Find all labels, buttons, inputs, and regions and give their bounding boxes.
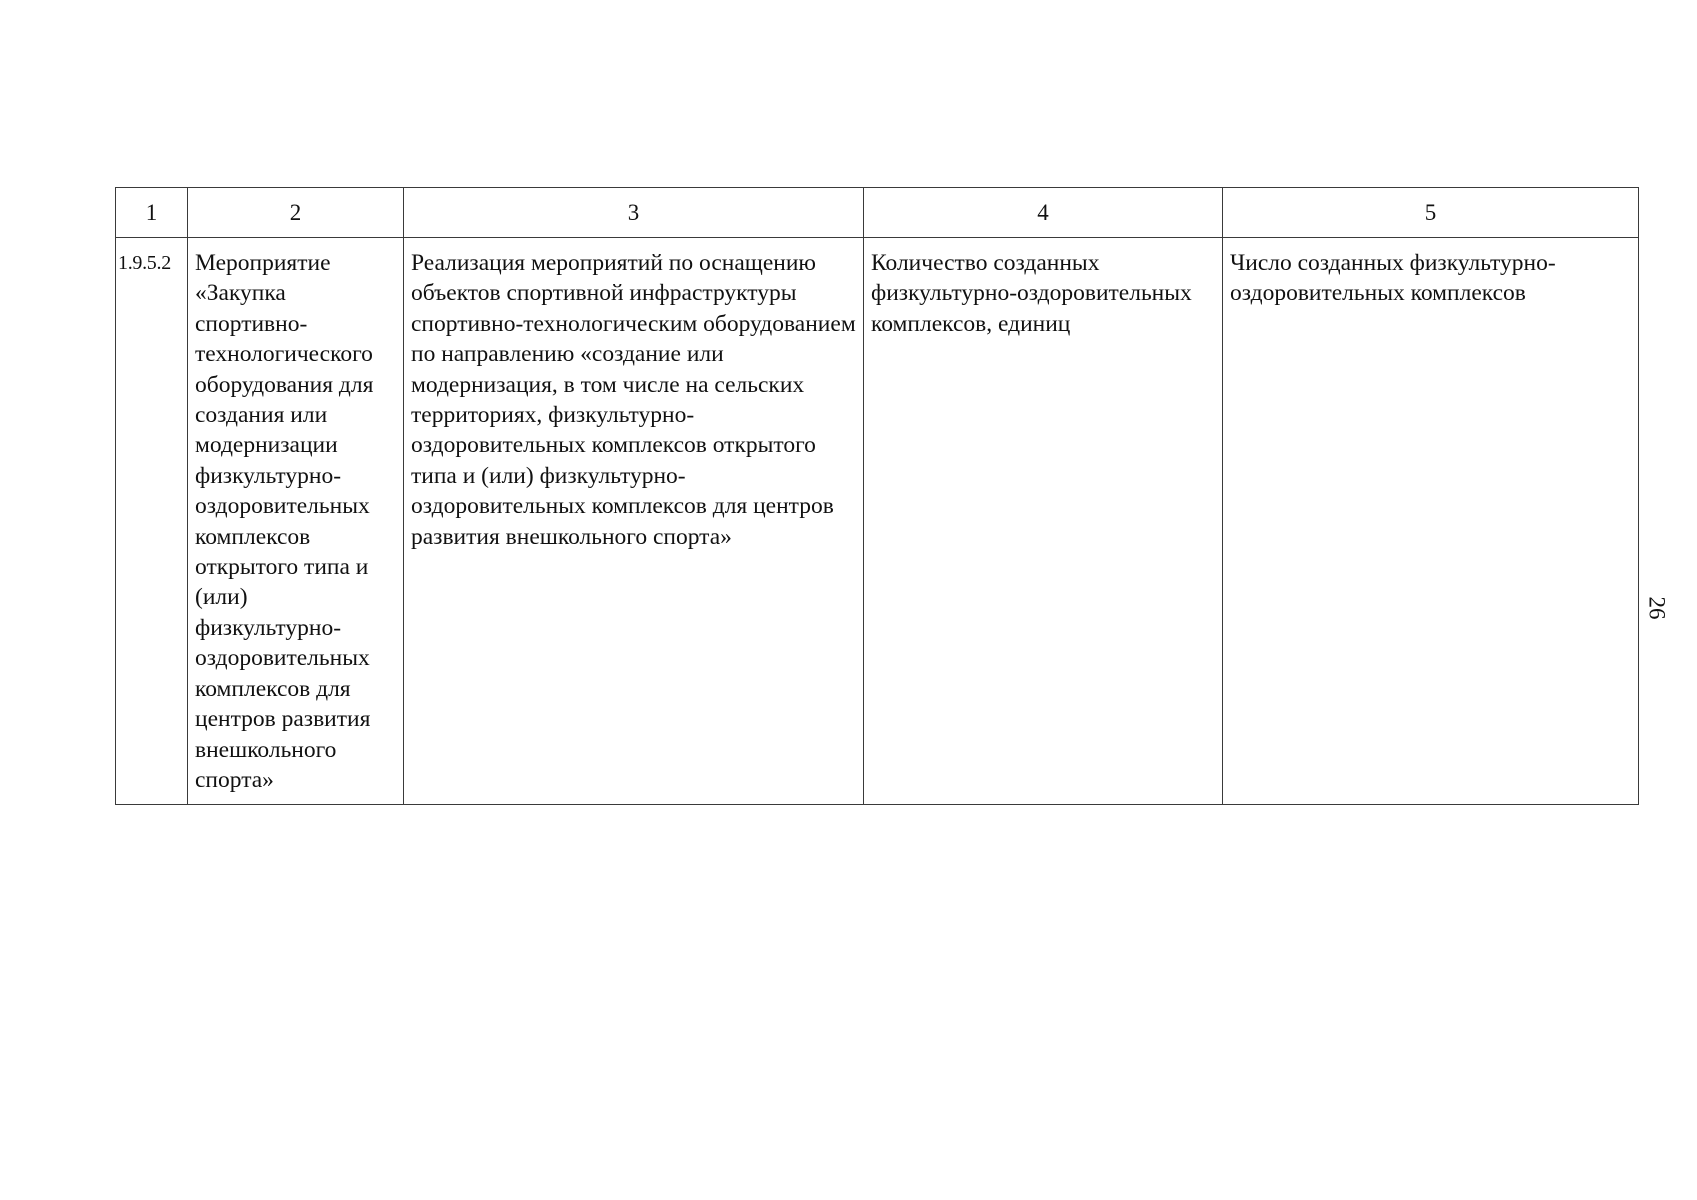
activity-name-cell: Мероприятие «Закупка спортивно-технологического оборудования для создания или модернизации физкультурно-оздоровительных комплексов открытого типа и (или) физкультурно-оздоровительных комплексов для центров развития внешкольного спорта» xyxy=(188,238,404,805)
indicator-name-cell: Количество созданных физкультурно-оздоровительных комплексов, единиц xyxy=(864,238,1223,805)
column-header-1: 1 xyxy=(116,188,188,238)
row-number-cell: 1.9.5.2 xyxy=(116,238,188,805)
table-header-row xyxy=(116,188,1639,238)
table-row xyxy=(116,238,1639,805)
page-number: 26 xyxy=(1644,596,1670,620)
indicator-table xyxy=(115,187,1639,805)
indicator-definition-cell: Число созданных физкультурно-оздоровительных комплексов xyxy=(1223,238,1639,805)
column-header-3: 3 xyxy=(404,188,864,238)
column-header-4: 4 xyxy=(864,188,1223,238)
column-header-5: 5 xyxy=(1223,188,1639,238)
activity-description-cell: Реализация мероприятий по оснащению объектов спортивной инфраструктуры спортивно-технологическим оборудованием по направлению «создание или модернизация, в том числе на сельских территориях, физкультурно-оздоровительных комплексов открытого типа и (или) физкультурно-оздоровительных комплексов для центров развития внешкольного спорта» xyxy=(404,238,864,805)
column-header-2: 2 xyxy=(188,188,404,238)
